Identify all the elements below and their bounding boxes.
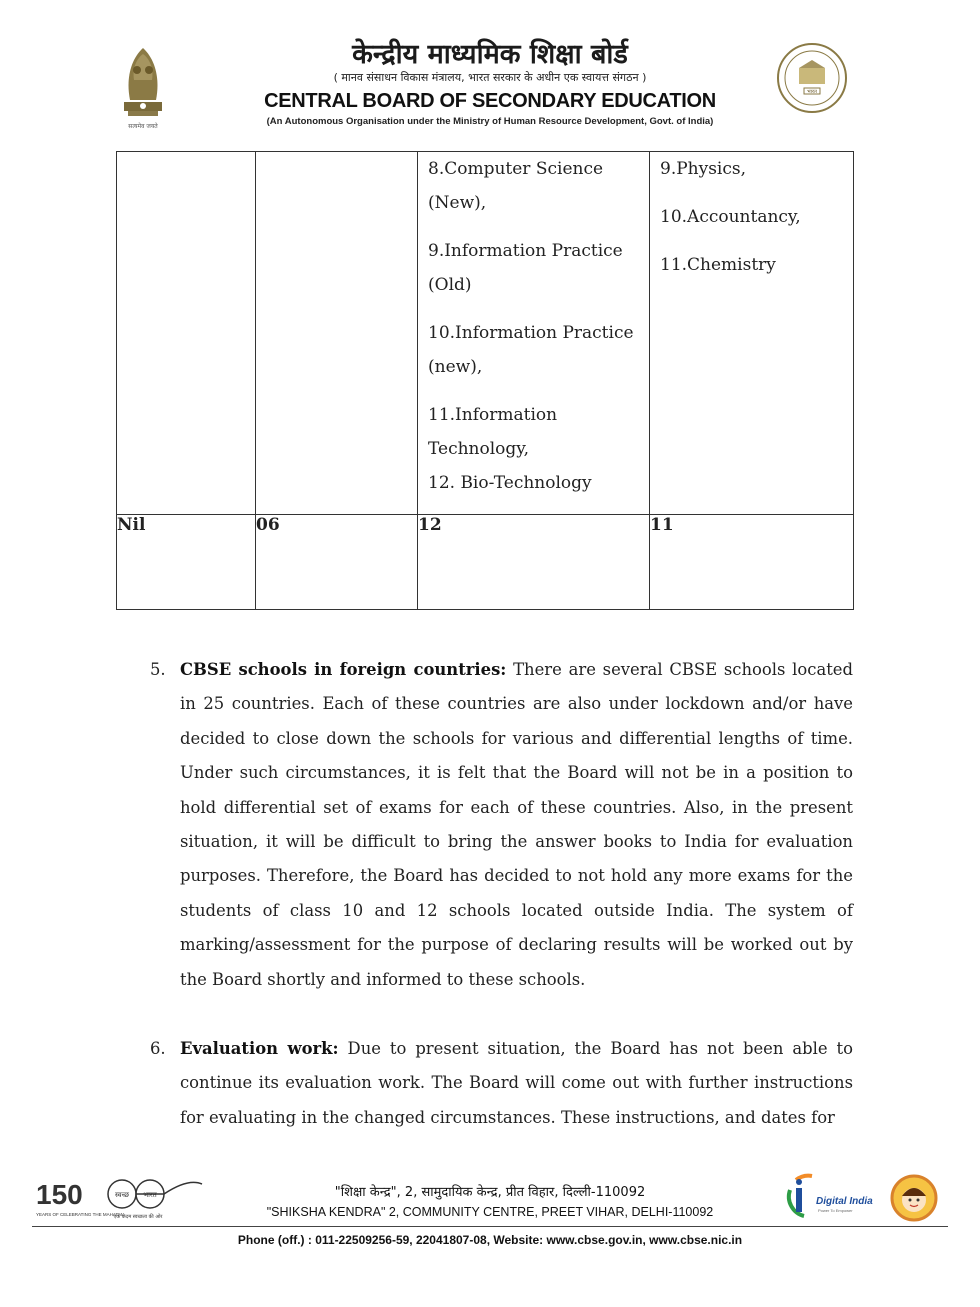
table-cell: 06 [256,515,418,610]
swachh-caption: एक कदम स्वच्छता की ओर [113,1214,163,1220]
section-paragraph [180,1032,853,1135]
mascot-logo [888,1170,940,1226]
swachh-right-text: भारत [143,1191,157,1199]
subjects-table [116,151,854,610]
section-heading: Evaluation work: [180,1039,339,1058]
list-item: 11.Information [428,405,558,425]
list-item: Technology, [428,439,530,459]
section-heading: CBSE schools in foreign countries: [180,660,507,679]
list-item: 10.Accountancy, [660,207,801,227]
cbse-seal-logo [772,40,852,120]
table-cell [256,152,418,515]
hindi-board-subtitle: ( मानव संसाधन विकास मंत्रालय, भारत सरकार के अधीन एक स्वायत्त संगठन ) [333,71,647,84]
table-cell [650,152,854,515]
table-cell [418,152,650,515]
footer-contact-line: Phone (off.) : 011-22509256-59, 22041807-08, Website: www.cbse.gov.in, www.cbse.nic.in [237,1233,743,1247]
list-item: (new), [428,357,483,377]
list-item: 11.Chemistry [660,255,776,275]
section-text: Due to present situation, the Board has not been able to continue its evaluation work. The Board will come out with further instructions for evaluating in the changed circumstances. These instructions, and dates for [180,1039,853,1127]
swachh-left-text: स्वच्छ [114,1191,130,1199]
list-item: 10.Information Practice [428,323,634,343]
section-paragraph [180,653,853,997]
english-board-subtitle: (An Autonomous Organisation under the Ministry of Human Resource Development, Govt. of India) [266,116,714,127]
emblem-caption: सत्यमेव जयते [128,123,158,130]
digital-india-text: Digital India [816,1196,873,1207]
footer-hindi-address: "शिक्षा केन्द्र", 2, सामुदायिक केन्द्र, प्रीत विहार, दिल्ली-110092 [334,1185,646,1200]
table-row [117,515,854,610]
logo-150-text: 150 [36,1179,83,1210]
list-item: 9.Physics, [660,159,747,179]
footer-english-address: "SHIKSHA KENDRA" 2, COMMUNITY CENTRE, PREET VIHAR, DELHI-110092 [266,1205,714,1219]
digital-india-logo [782,1170,882,1226]
list-item: 9.Information Practice [428,241,623,261]
table-cell: Nil [117,515,256,610]
table-cell: 12 [418,515,650,610]
section-number: 5. [150,660,166,679]
english-board-title: CENTRAL BOARD OF SECONDARY EDUCATION [264,90,716,112]
table-cell: 11 [650,515,854,610]
list-item: 8.Computer Science [428,159,604,179]
footer-divider [32,1226,948,1227]
seal-caption: भारत [807,89,817,95]
digital-india-tagline: Power To Empower [818,1208,853,1213]
section-number: 6. [150,1039,166,1058]
hindi-board-title: केन्द्रीय माध्यमिक शिक्षा बोर्ड [352,39,628,70]
list-item: 12. Bio-Technology [428,473,592,493]
list-item: (Old) [428,275,472,295]
list-item: (New), [428,193,487,213]
table-cell [117,152,256,515]
table-row [117,152,854,515]
logo-150-caption: YEARS OF CELEBRATING THE MAHATMA [36,1212,126,1217]
section-text: There are several CBSE schools located in 25 countries. Each of these countries are also under lockdown and/or have decided to close down the schools for various and differential lengths of time. Under such circumstances, it is felt that the Board will not be in a position to hold differential set of exams for each of these countries. Also, in the present situation, it will be difficult to bring the answer books to India for evaluation purposes. Therefore, the Board has decided to not hold any more exams for the students of class 10 and 12 schools located outside India. The system of marking/assessment for the purpose of declaring results will be worked out by the Board shortly and informed to these schools. [180,660,853,989]
